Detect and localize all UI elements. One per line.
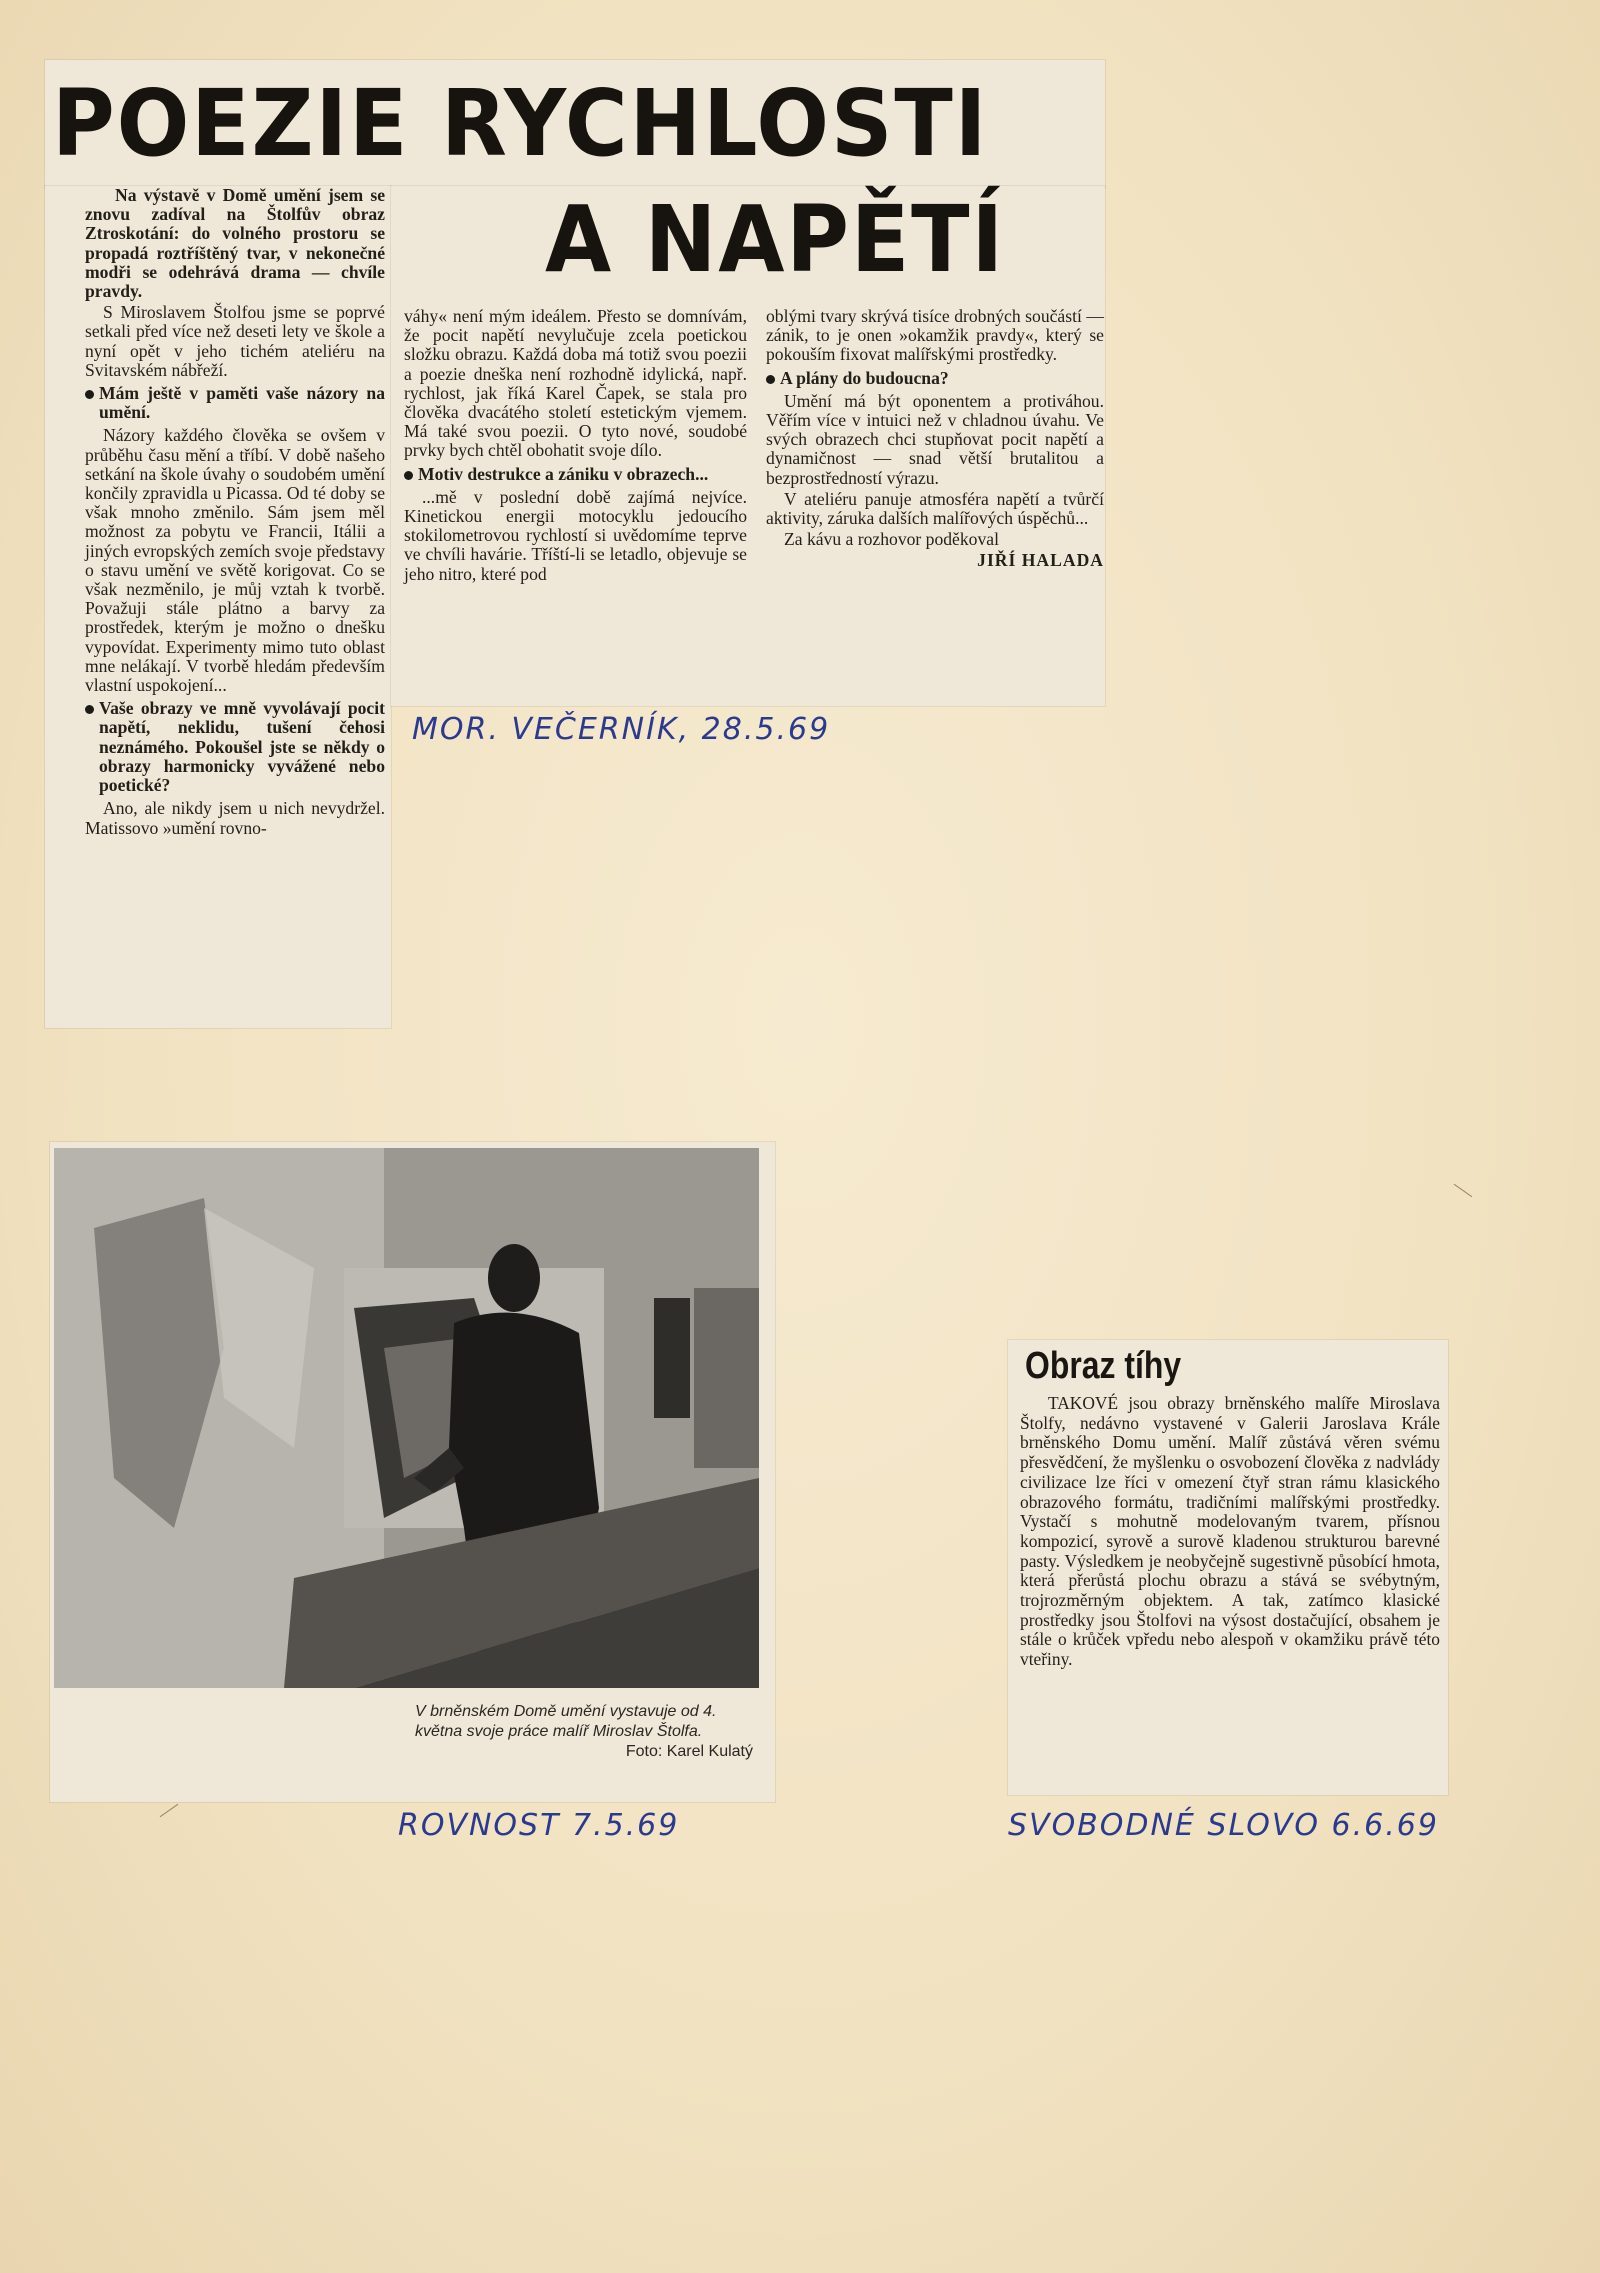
handwritten-source-note: SVOBODNÉ SLOVO 6.6.69 (1008, 1808, 1439, 1843)
paragraph: Za kávu a rozhovor poděkoval (784, 529, 999, 550)
interview-question: Mám ještě v paměti vaše názory na umění. (85, 384, 385, 422)
article-column-2 (404, 307, 747, 586)
review-body: TAKOVÉ jsou obrazy brněnského malíře Miroslava Štolfy, nedávno vystavené v Galerii Jaroslava Krále brněnského Domu umění. Malíř zůstává věren svému přesvědčení, že myšlenku o osvobození člověka z nadvlády civilizace lze říci v omezení čtyř stran rámu klasického obrazového formátu, tradičními malířskými prostředky. Vystačí s mohutně modelovaným tvarem, přísnou kompozicí, syrově a surově kladenou strukturou barevné pasty. Výsledkem je neobyčejně sugestivně působící hmota, která přerůstá plochu obrazu a stává se svébytným, trojrozměrným objektem. A tak, zatímco klasické prostředky jsou Štolfovi na výsost dostačující, obsahem je stále o krůček vpředu nebo alespoň v okamžiku právě této vteřiny. (1020, 1393, 1440, 1670)
handwritten-source-note: ROVNOST 7.5.69 (398, 1808, 680, 1843)
interview-question: Motiv destrukce a zániku v obrazech... (404, 465, 747, 484)
interview-question: Vaše obrazy ve mně vyvolávají pocit napětí, neklidu, tušení čehosi neznámého. Pokoušel jste se někdy o obrazy harmonicky vyvážené nebo poetické? (85, 699, 385, 795)
paragraph: S Miroslavem Štolfou jsme se poprvé setkali před více než deseti lety ve škole a nyní opět v jeho tichém ateliéru na Svitavském nábřeží. (85, 302, 385, 380)
paragraph: ...mě v poslední době zajímá nejvíce. Kinetickou energii motocyklu jedoucího stokilometrovou rychlostí si uvědomíme teprve ve chvíli havárie. Tříští-li se letadlo, objevuje se jeho nitro, které pod (404, 486, 747, 584)
paragraph: oblými tvary skrývá tisíce drobných součástí — zánik, to je onen »okamžik pravdy«, který se pokouším fixovat malířskými prostředky. (766, 306, 1104, 365)
article-column-1 (85, 186, 385, 840)
headline-line1: POEZIE RYCHLOSTI (52, 70, 989, 177)
photo-credit: Foto: Karel Kulatý (625, 1743, 753, 1760)
headline-line2: A NAPĚTÍ (545, 186, 1006, 293)
paragraph: Ano, ale nikdy jsem u nich nevydržel. Matissovo »umění rovno- (85, 798, 385, 838)
interview-question: A plány do budoucna? (766, 369, 1104, 388)
author-signoff: JIŘÍ HALADA (977, 550, 1104, 571)
handwritten-source-note: MOR. VEČERNÍK, 28.5.69 (412, 712, 831, 747)
exhibition-photo (54, 1148, 759, 1688)
article-column-3 (766, 307, 1104, 573)
review-title: Obraz tíhy (1025, 1345, 1182, 1387)
paragraph: Umění má být oponentem a protiváhou. Věřím více v intuici než v chladnou úvahu. Ve svých obrazech chci stupňovat pocit napětí a dynamičnost — snad větší brutalitou a bezprostředností výrazu. (766, 390, 1104, 488)
paragraph: V ateliéru panuje atmosféra napětí a tvůrčí aktivity, záruka dalších malířových úspěchů... (766, 488, 1104, 529)
caption-text: V brněnském Domě umění vystavuje od 4. května svoje práce malíř Miroslav Štolfa. (415, 1703, 717, 1740)
paragraph: váhy« není mým ideálem. Přesto se domnívám, že pocit napětí nevylučuje zcela poetickou složku obrazu. Každá doba má totiž svou poezii a poezie dneška není rozhodně idylická, např. rychlost, jak říká Karel Čapek, se stala pro člověka dvacátého století estetickým vjemem. Má také svou poezii. O tyto nové, soudobé prvky bych chtěl obohatit svoje dílo. (404, 306, 747, 461)
paragraph: Názory každého člověka se ovšem v průběhu času mění a tříbí. V době našeho setkání na škole úvahy o soudobém umění končily zpravidla u Picassa. Od té doby se však mnoho změnilo. Sám jsem měl možnost za pobytu ve Francii, Itálii a jiných evropských zemích svoje představy o stavu umění ve světě korigovat. Co se však nezměnilo, je můj vztah k tvorbě. Považuji stále plátno a barvy za prostředek, kterým je možno o dnešku vypovídat. Experimenty mimo tuto oblast mne nelákají. V tvorbě hledám především vlastní uspokojení... (85, 425, 385, 696)
lead-paragraph: Na výstavě v Domě umění jsem se znovu zadíval na Štolfův obraz Ztroskotání: do volného prostoru se propadá roztříštěný tvar, v nekonečné modři se odehrává drama — chvíle pravdy. (85, 185, 385, 302)
photo-caption (415, 1702, 765, 1762)
